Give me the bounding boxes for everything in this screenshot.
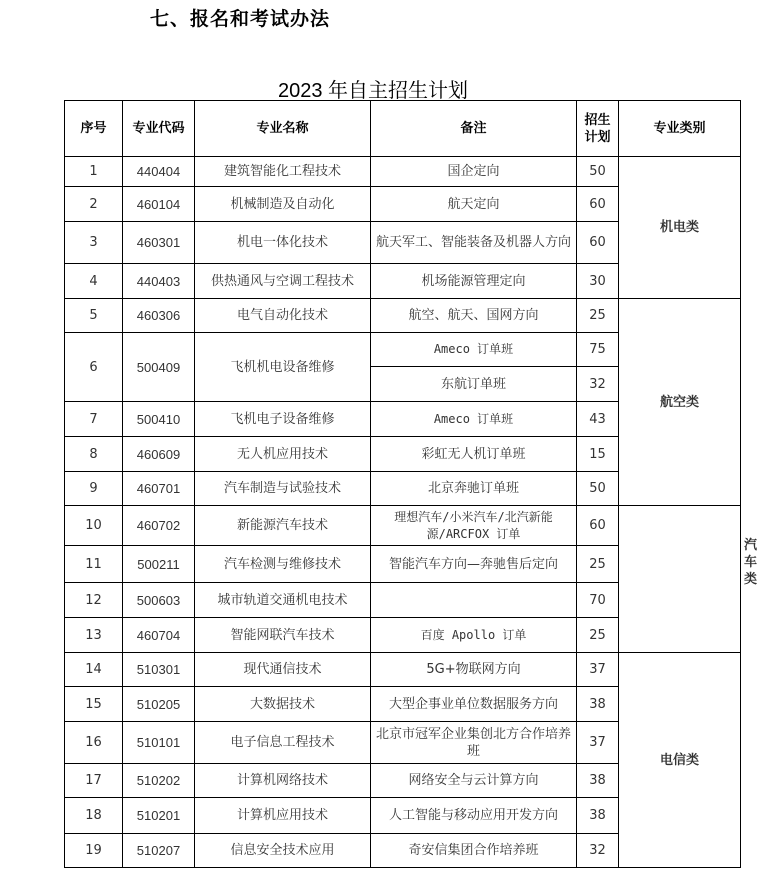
row-plan: 50 [577,157,619,187]
table-title: 2023 年自主招生计划 [277,80,469,102]
row-note: 智能汽车方向—奔驰售后定向 [371,546,577,583]
category-cell: 机电类 [619,157,741,299]
row-code: 460702 [123,506,195,546]
row-note: 理想汽车/小米汽车/北汽新能源/ARCFOX 订单 [371,506,577,546]
row-name: 汽车制造与试验技术 [195,472,371,506]
row-plan: 60 [577,187,619,222]
row-no: 10 [65,506,123,546]
row-plan: 75 [577,333,619,367]
row-note: 彩虹无人机订单班 [371,437,577,472]
table-row [65,506,741,546]
row-no: 2 [65,187,123,222]
row-name: 新能源汽车技术 [195,506,371,546]
row-code: 460701 [123,472,195,506]
row-name: 供热通风与空调工程技术 [195,264,371,299]
row-note: 大型企事业单位数据服务方向 [371,687,577,722]
row-name: 信息安全技术应用 [195,834,371,868]
row-code: 460301 [123,222,195,264]
header-category: 专业类别 [619,101,741,157]
row-code: 500409 [123,333,195,402]
row-plan: 32 [577,834,619,868]
row-no: 19 [65,834,123,868]
row-plan: 25 [577,299,619,333]
row-code: 500410 [123,402,195,437]
row-note: 网络安全与云计算方向 [371,764,577,798]
row-plan: 60 [577,506,619,546]
enrollment-plan-table [64,100,757,868]
header-note: 备注 [371,101,577,157]
row-code: 460609 [123,437,195,472]
row-code: 460306 [123,299,195,333]
row-plan: 70 [577,583,619,618]
table-row [65,653,741,687]
section-heading: 七、报名和考试办法 [150,8,331,30]
row-no: 14 [65,653,123,687]
table-header-row [65,101,741,157]
table-row [65,157,741,187]
row-no: 6 [65,333,123,402]
row-plan: 38 [577,687,619,722]
row-code: 460704 [123,618,195,653]
row-code: 510201 [123,798,195,834]
header-no: 序号 [65,101,123,157]
header-name: 专业名称 [195,101,371,157]
row-no: 11 [65,546,123,583]
header-plan: 招生 计划 [577,101,619,157]
row-note [371,583,577,618]
row-no: 5 [65,299,123,333]
row-code: 510205 [123,687,195,722]
row-code: 500603 [123,583,195,618]
row-name: 飞机机电设备维修 [195,333,371,402]
row-name: 建筑智能化工程技术 [195,157,371,187]
category-cell: 航空类 [619,299,741,506]
row-no: 9 [65,472,123,506]
row-plan: 32 [577,367,619,402]
row-no: 16 [65,722,123,764]
row-name: 大数据技术 [195,687,371,722]
row-note: 5G+物联网方向 [371,653,577,687]
row-code: 510202 [123,764,195,798]
row-no: 13 [65,618,123,653]
row-plan: 38 [577,798,619,834]
row-name: 计算机网络技术 [195,764,371,798]
row-name: 智能网联汽车技术 [195,618,371,653]
row-note: 国企定向 [371,157,577,187]
row-name: 飞机电子设备维修 [195,402,371,437]
row-plan: 30 [577,264,619,299]
row-plan: 37 [577,722,619,764]
table-row [65,583,741,618]
category-cell: 电信类 [619,653,741,868]
row-no: 1 [65,157,123,187]
row-no: 18 [65,798,123,834]
row-no: 15 [65,687,123,722]
row-plan: 43 [577,402,619,437]
row-name: 城市轨道交通机电技术 [195,583,371,618]
row-note: 奇安信集团合作培养班 [371,834,577,868]
row-name: 计算机应用技术 [195,798,371,834]
row-note: 航天军工、智能装备及机器人方向 [371,222,577,264]
row-name: 机电一体化技术 [195,222,371,264]
row-no: 8 [65,437,123,472]
row-note: 东航订单班 [371,367,577,402]
row-no: 12 [65,583,123,618]
row-note: 北京市冠军企业集创北方合作培养班 [371,722,577,764]
header-code: 专业代码 [123,101,195,157]
table-row [65,618,741,653]
row-name: 电气自动化技术 [195,299,371,333]
row-name: 现代通信技术 [195,653,371,687]
row-plan: 15 [577,437,619,472]
row-plan: 25 [577,546,619,583]
row-code: 440403 [123,264,195,299]
row-no: 7 [65,402,123,437]
table-row: 9 460701 汽车制造与试验技术 北京奔驰订单班 50 汽车类 [65,472,741,506]
row-code: 510207 [123,834,195,868]
row-note: Ameco 订单班 [371,333,577,367]
row-plan: 50 [577,472,619,506]
row-name: 电子信息工程技术 [195,722,371,764]
row-no: 17 [65,764,123,798]
row-code: 510101 [123,722,195,764]
row-code: 440404 [123,157,195,187]
row-note: 北京奔驰订单班 [371,472,577,506]
row-code: 500211 [123,546,195,583]
row-name: 汽车检测与维修技术 [195,546,371,583]
row-plan: 60 [577,222,619,264]
table-row [65,546,741,583]
row-note: 航空、航天、国网方向 [371,299,577,333]
row-name: 机械制造及自动化 [195,187,371,222]
row-plan: 37 [577,653,619,687]
row-note: 百度 Apollo 订单 [371,618,577,653]
row-name: 无人机应用技术 [195,437,371,472]
row-no: 3 [65,222,123,264]
row-plan: 25 [577,618,619,653]
table-row [65,299,741,333]
row-note: 航天定向 [371,187,577,222]
row-plan: 38 [577,764,619,798]
row-note: Ameco 订单班 [371,402,577,437]
row-note: 机场能源管理定向 [371,264,577,299]
row-code: 510301 [123,653,195,687]
row-code: 460104 [123,187,195,222]
row-note: 人工智能与移动应用开发方向 [371,798,577,834]
row-no: 4 [65,264,123,299]
